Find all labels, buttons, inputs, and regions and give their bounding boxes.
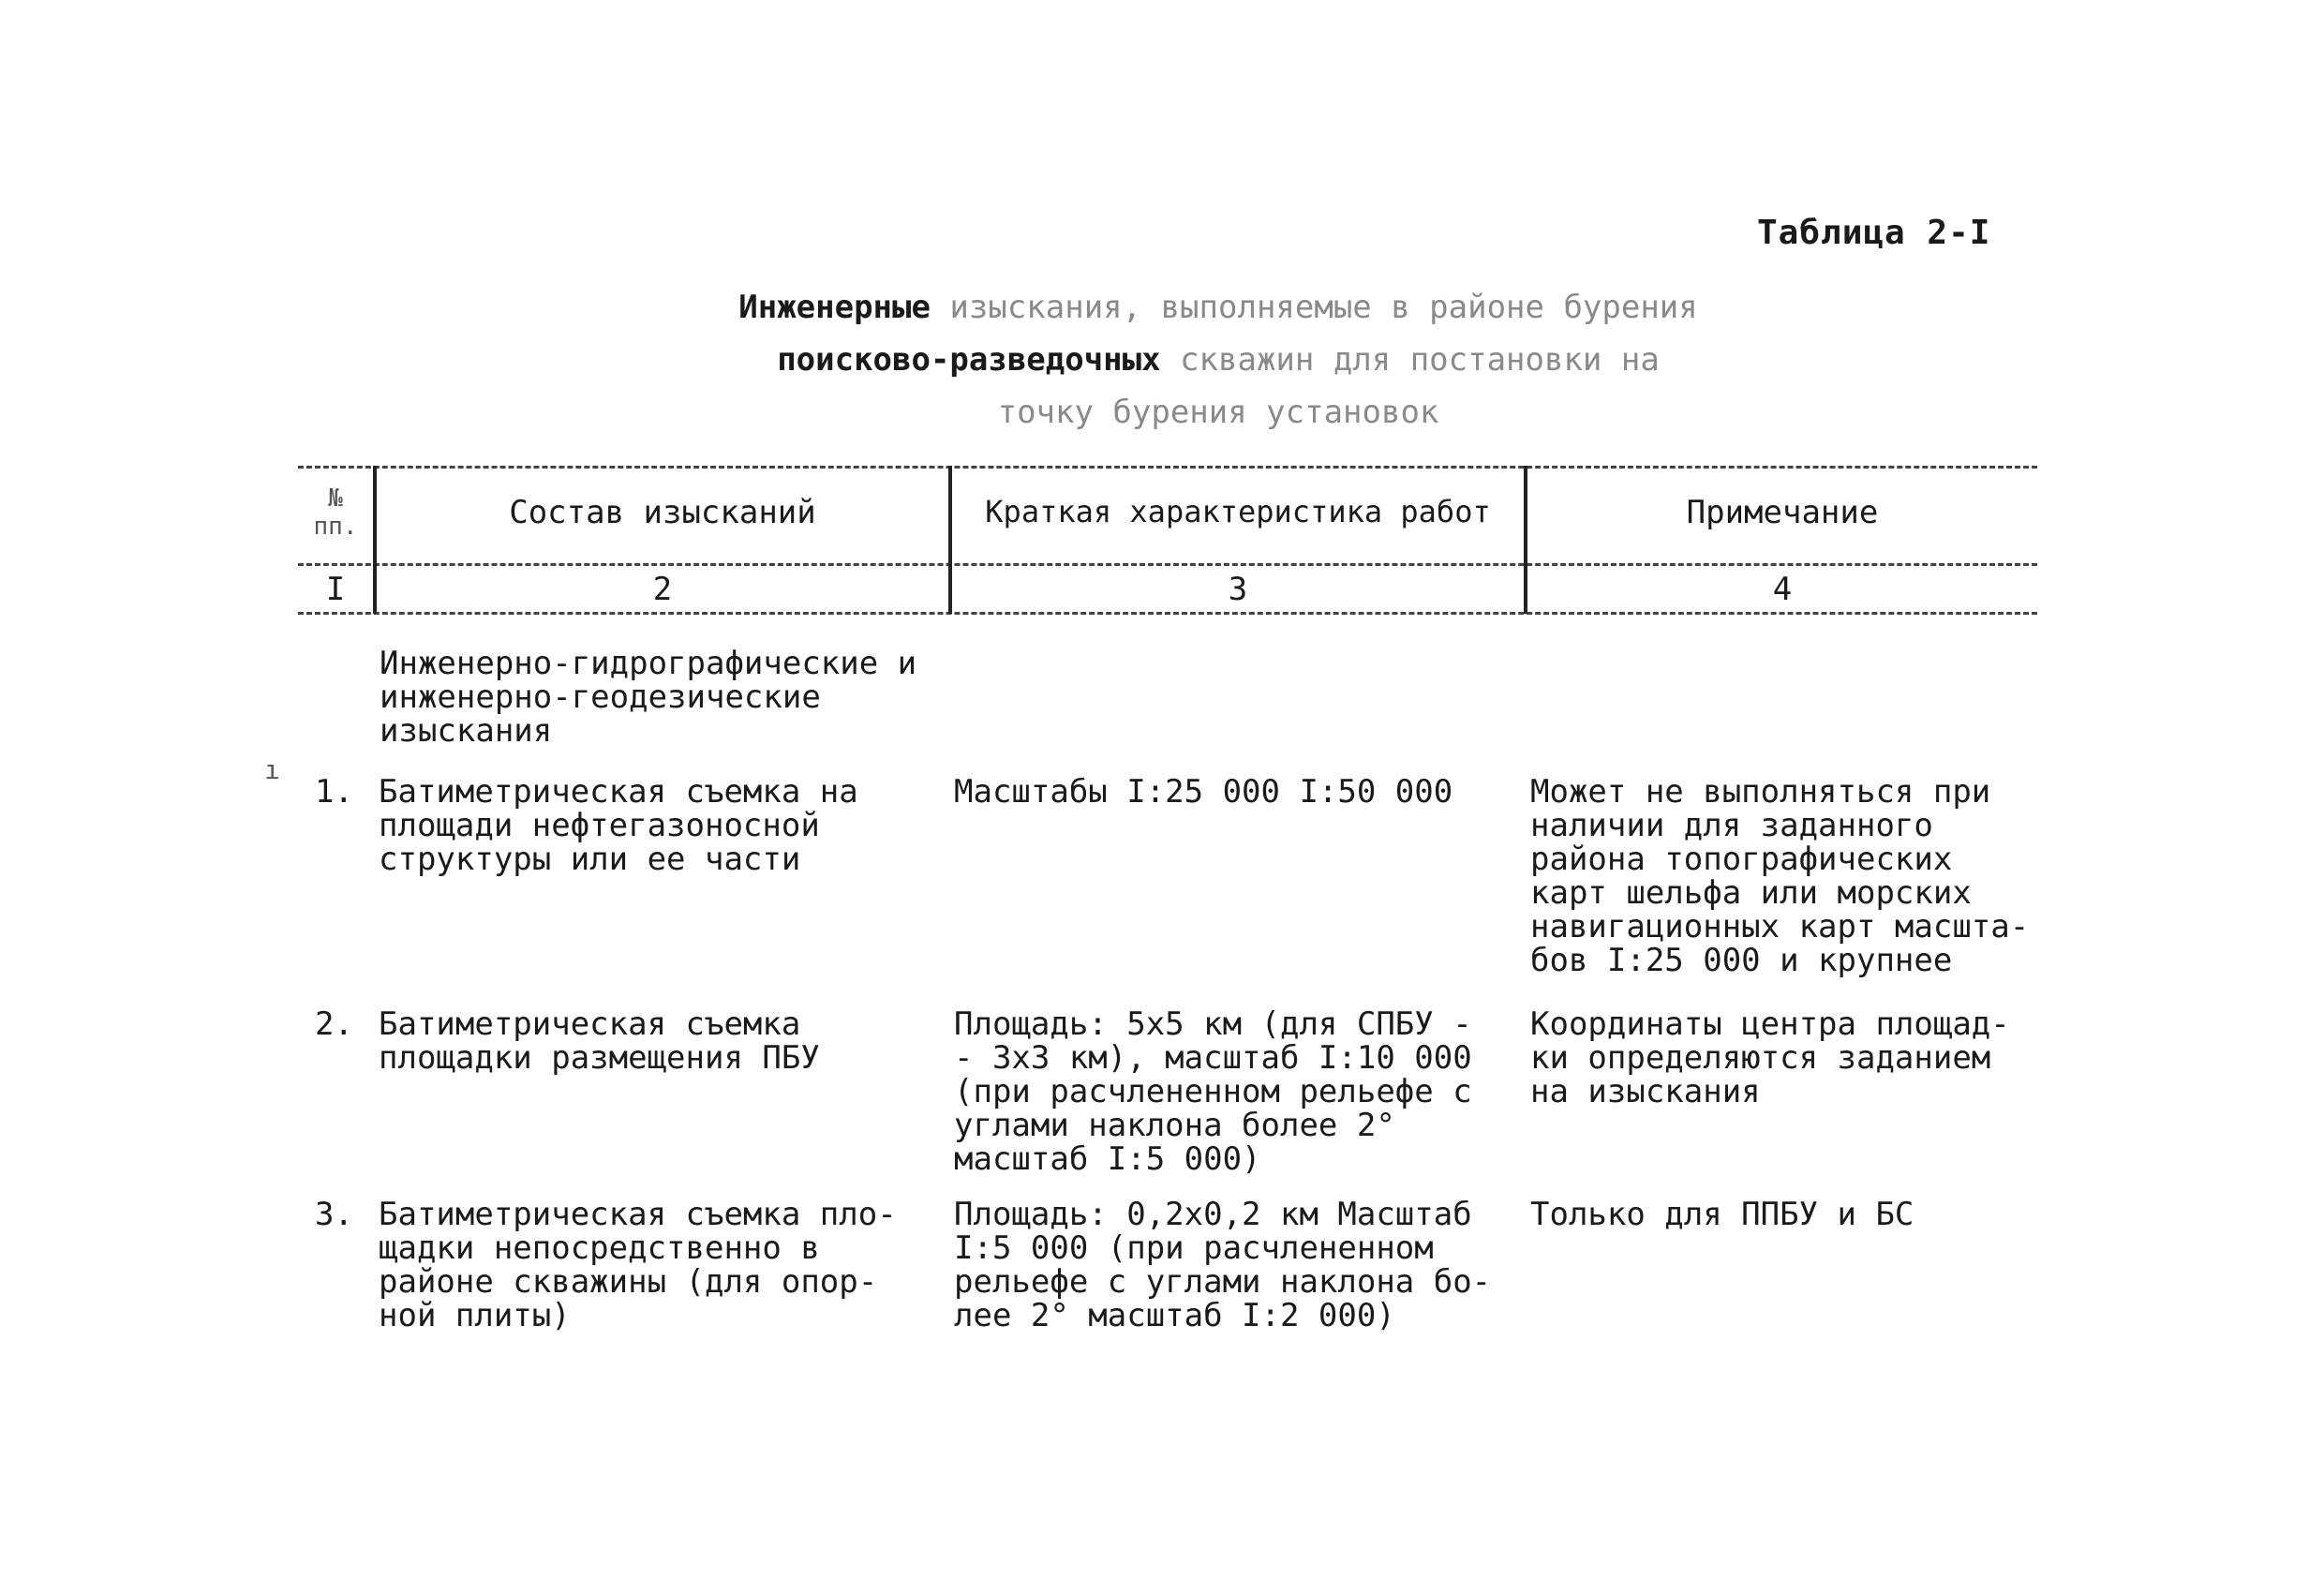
row-note: Только для ППБУ и БС: [1530, 1196, 1914, 1233]
table-label: Таблица 2-I: [1757, 214, 1991, 252]
header-col-number: № пп.: [313, 484, 358, 541]
row-characteristics: Площадь: 5х5 км (для СПБУ - - 3х3 км), масштаб I:10 000 (при расчлененном рельефе с углами наклона более 2° масштаб I:5 000): [954, 1005, 1472, 1178]
table-header: [298, 466, 2037, 614]
header-col-note: Примечание: [1686, 494, 1879, 531]
row-note: Координаты центра площад- ки определяются заданием на изыскания: [1530, 1005, 2010, 1110]
row-characteristics: Масштабы I:25 000 I:50 000: [954, 773, 1453, 811]
title-line-1: Инженерные изыскания, выполняемые в районе бурения: [738, 289, 1698, 326]
margin-mark: ı: [264, 754, 280, 785]
header-col-characteristics: Краткая характеристика работ: [985, 494, 1491, 529]
header-num-3: 3: [1228, 571, 1248, 608]
row-note: Может не выполняться при наличии для заданного района топографических карт шельфа или морских навигационных карт масшта- бов I:25 000 и крупнее: [1530, 773, 2030, 979]
header-bottom-rule: [298, 612, 2037, 615]
document-title: [656, 281, 1780, 439]
title-line-2: поисково-разведочных скважин для постановки на: [777, 341, 1660, 379]
row-composition: Батиметрическая съемка площадки размещения ПБУ: [379, 1005, 820, 1077]
header-num-2: 2: [652, 571, 673, 608]
title-line-3: точку бурения установок: [997, 394, 1439, 431]
row-number: 3.: [315, 1196, 353, 1233]
row-composition: Батиметрическая съемка на площади нефтегазоносной структуры или ее части: [379, 773, 858, 878]
row-number: 2.: [315, 1005, 353, 1043]
header-top-rule: [298, 466, 2037, 469]
row-characteristics: Площадь: 0,2х0,2 км Масштаб I:5 000 (при расчлененном рельефе с углами наклона бо- лее 2° масштаб I:2 000): [954, 1196, 1492, 1334]
row-composition: Батиметрическая съемка пло- щадки непосредственно в районе скважины (для опор- ной плиты): [379, 1196, 897, 1334]
section-heading: Инженерно-гидрографические и инженерно-геодезические изыскания: [380, 645, 917, 750]
header-num-4: 4: [1772, 571, 1793, 608]
header-col-composition: Состав изысканий: [509, 494, 816, 531]
header-middle-rule: [298, 563, 2037, 566]
header-num-1: I: [325, 571, 346, 608]
row-number: 1.: [315, 773, 353, 811]
